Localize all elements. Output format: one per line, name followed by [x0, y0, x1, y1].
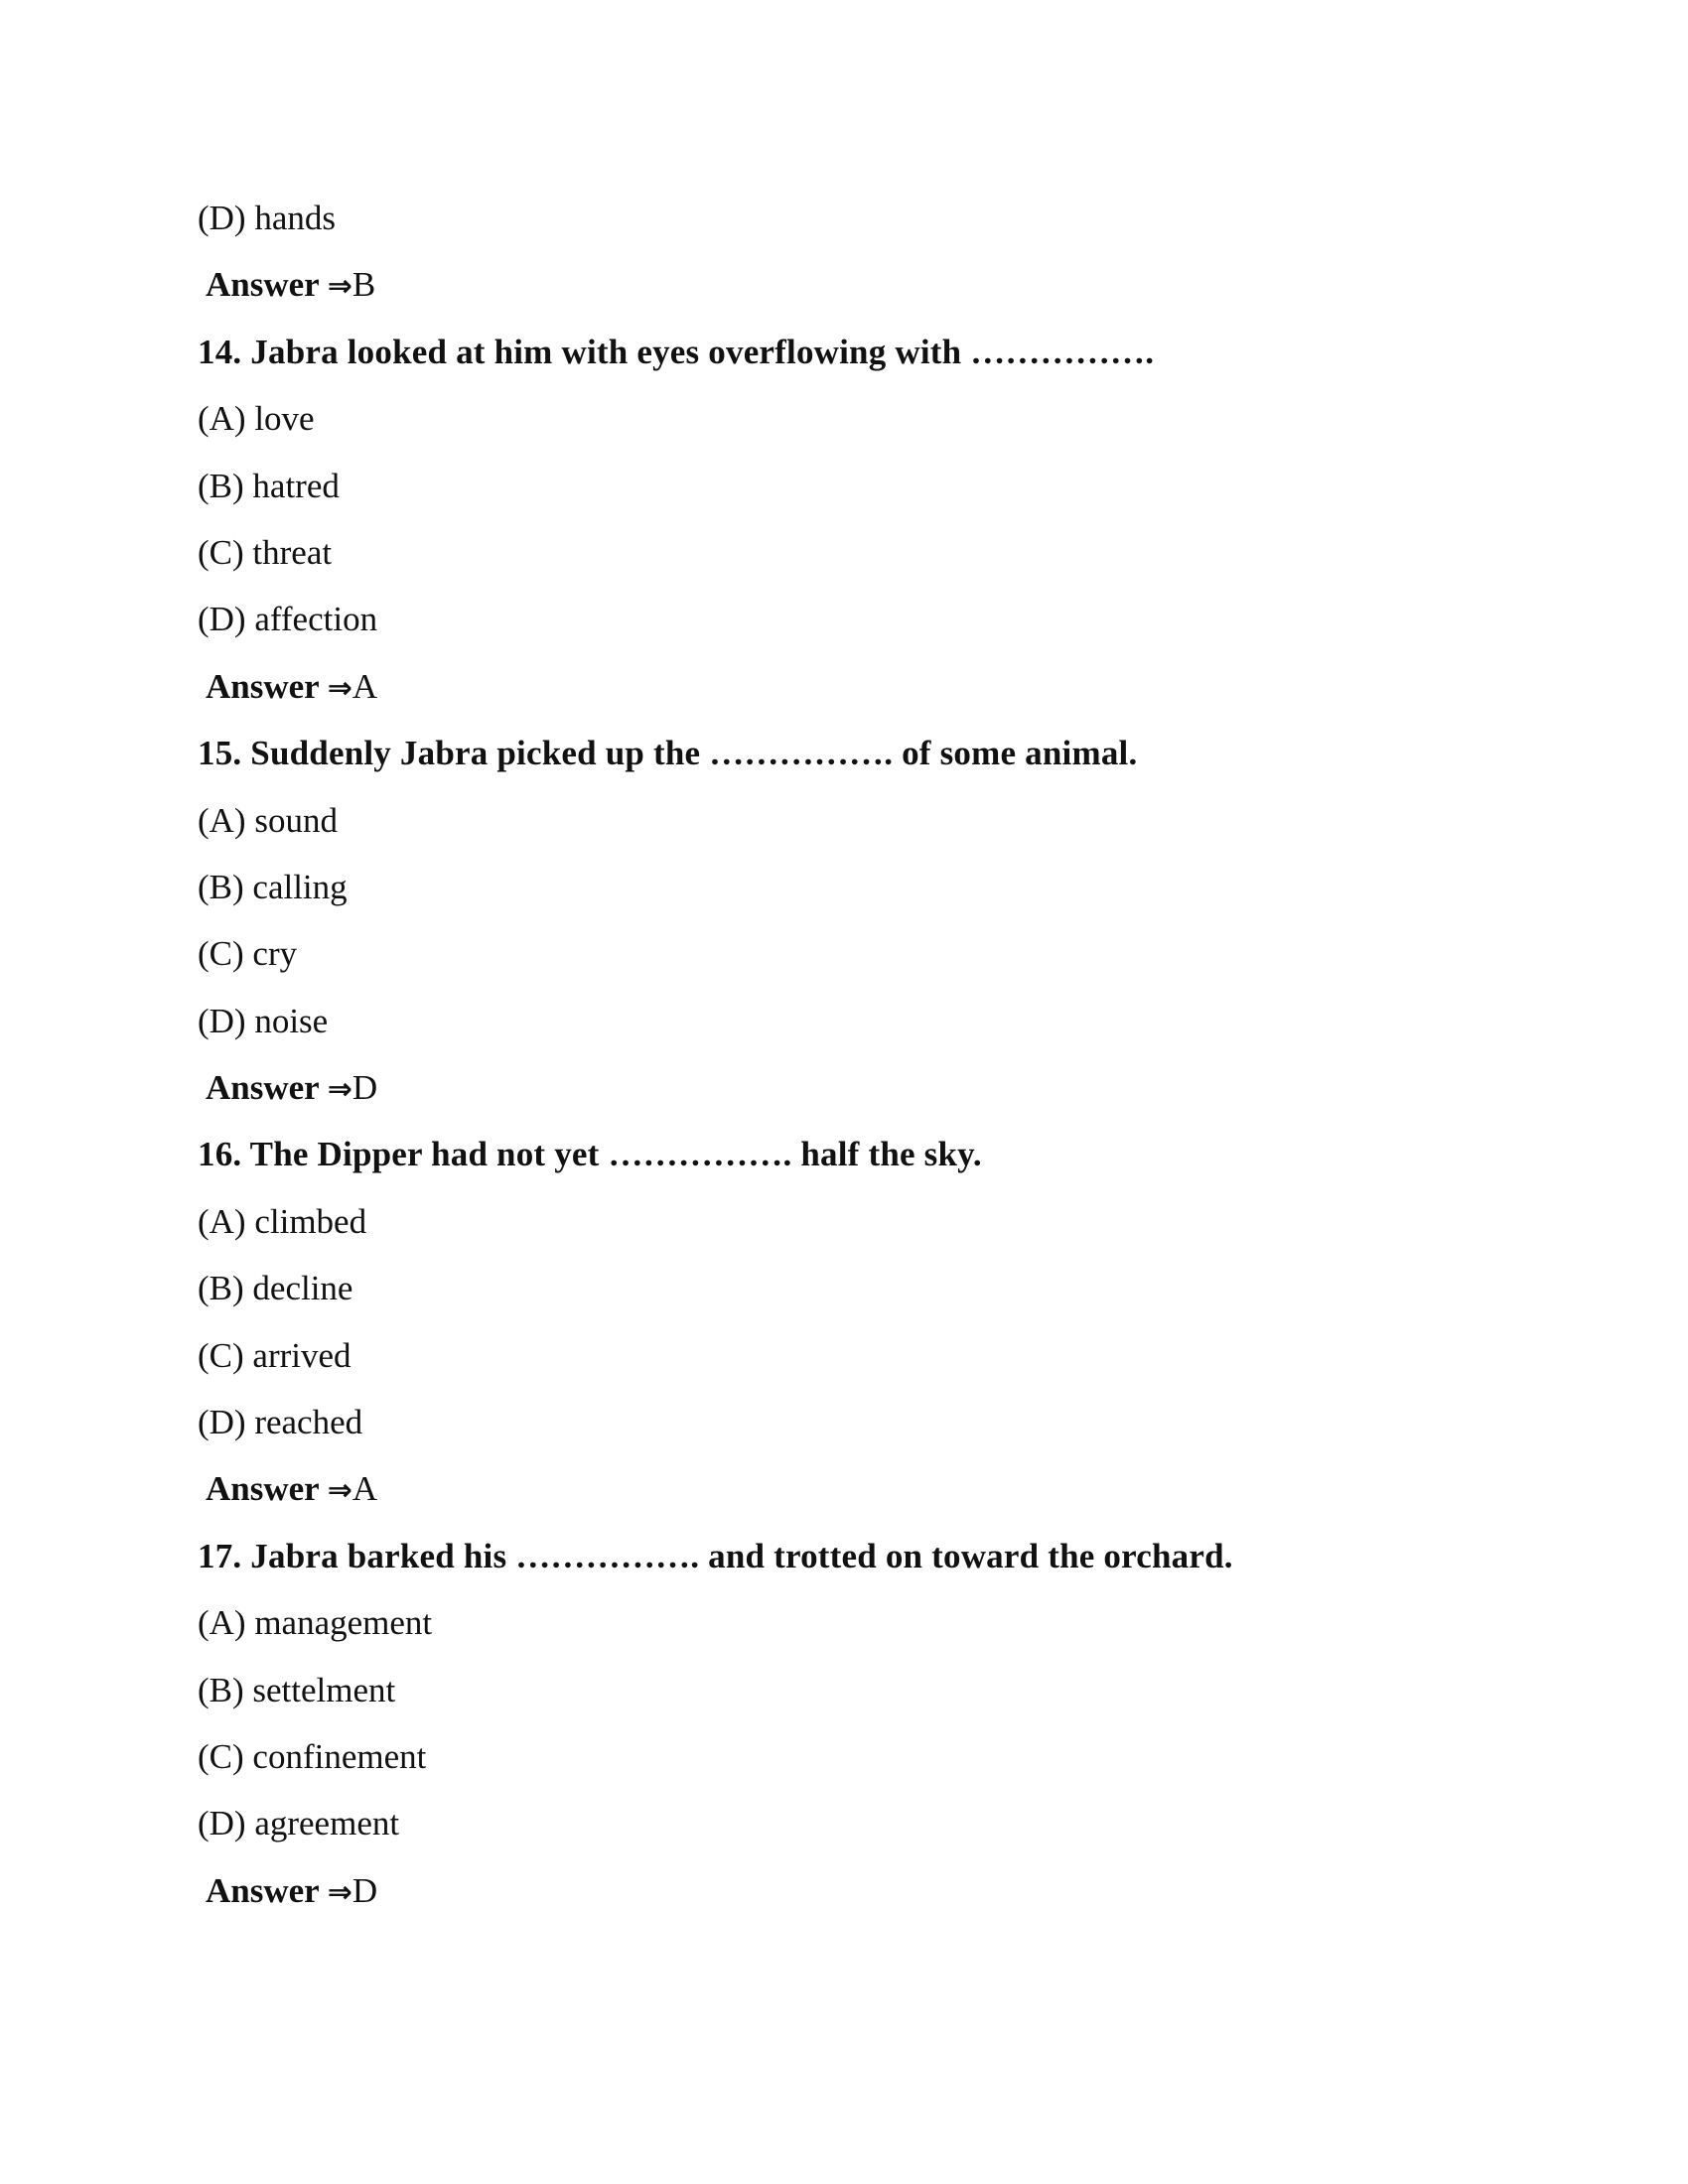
answer-value: D — [352, 1068, 378, 1108]
answer-15 — [198, 1061, 1538, 1128]
answer-value: B — [352, 265, 376, 305]
answer-label: Answer — [206, 1068, 320, 1108]
question-14: 14. Jabra looked at him with eyes overflowing with ……………. — [198, 332, 1155, 371]
question-17: 17. Jabra barked his ……………. and trotted on toward the orchard. — [198, 1536, 1233, 1575]
answer-label: Answer — [206, 265, 320, 305]
option-16-c: (C) arrived — [198, 1335, 352, 1375]
question-16: 16. The Dipper had not yet ……………. half the sky. — [198, 1135, 982, 1174]
option-17-b: (B) settelment — [198, 1670, 396, 1709]
option-15-b: (B) calling — [198, 867, 348, 906]
answer-label: Answer — [206, 666, 320, 706]
arrow-icon: ⇒ — [327, 1072, 352, 1108]
option-16-a: (A) climbed — [198, 1201, 367, 1241]
answer-value: A — [352, 666, 378, 706]
answer-value: D — [352, 1870, 378, 1910]
answer-13 — [198, 258, 1538, 325]
answer-label: Answer — [206, 1469, 320, 1509]
answer-value: A — [352, 1469, 378, 1509]
option-15-d: (D) noise — [198, 1001, 329, 1040]
option-16-d: (D) reached — [198, 1403, 363, 1442]
option-15-a: (A) sound — [198, 800, 338, 840]
arrow-icon: ⇒ — [327, 1874, 352, 1910]
answer-16 — [198, 1462, 1538, 1529]
option-16-b: (B) decline — [198, 1269, 353, 1308]
arrow-icon: ⇒ — [327, 1473, 352, 1509]
question-15: 15. Suddenly Jabra picked up the ……………. of some animal. — [198, 734, 1138, 773]
arrow-icon: ⇒ — [327, 670, 352, 706]
answer-14 — [198, 660, 1538, 727]
option-17-a: (A) management — [198, 1603, 433, 1643]
option-15-c: (C) cry — [198, 934, 298, 974]
option-17-c: (C) confinement — [198, 1736, 427, 1776]
answer-17 — [198, 1864, 1538, 1931]
option-13-d: (D) hands — [198, 199, 336, 237]
option-14-d: (D) affection — [198, 600, 378, 639]
option-14-a: (A) love — [198, 399, 315, 439]
arrow-icon: ⇒ — [327, 269, 352, 305]
option-14-b: (B) hatred — [198, 466, 340, 505]
option-17-d: (D) agreement — [198, 1804, 400, 1843]
answer-label: Answer — [206, 1870, 320, 1910]
document-page — [198, 192, 1538, 1931]
option-14-c: (C) threat — [198, 532, 333, 572]
